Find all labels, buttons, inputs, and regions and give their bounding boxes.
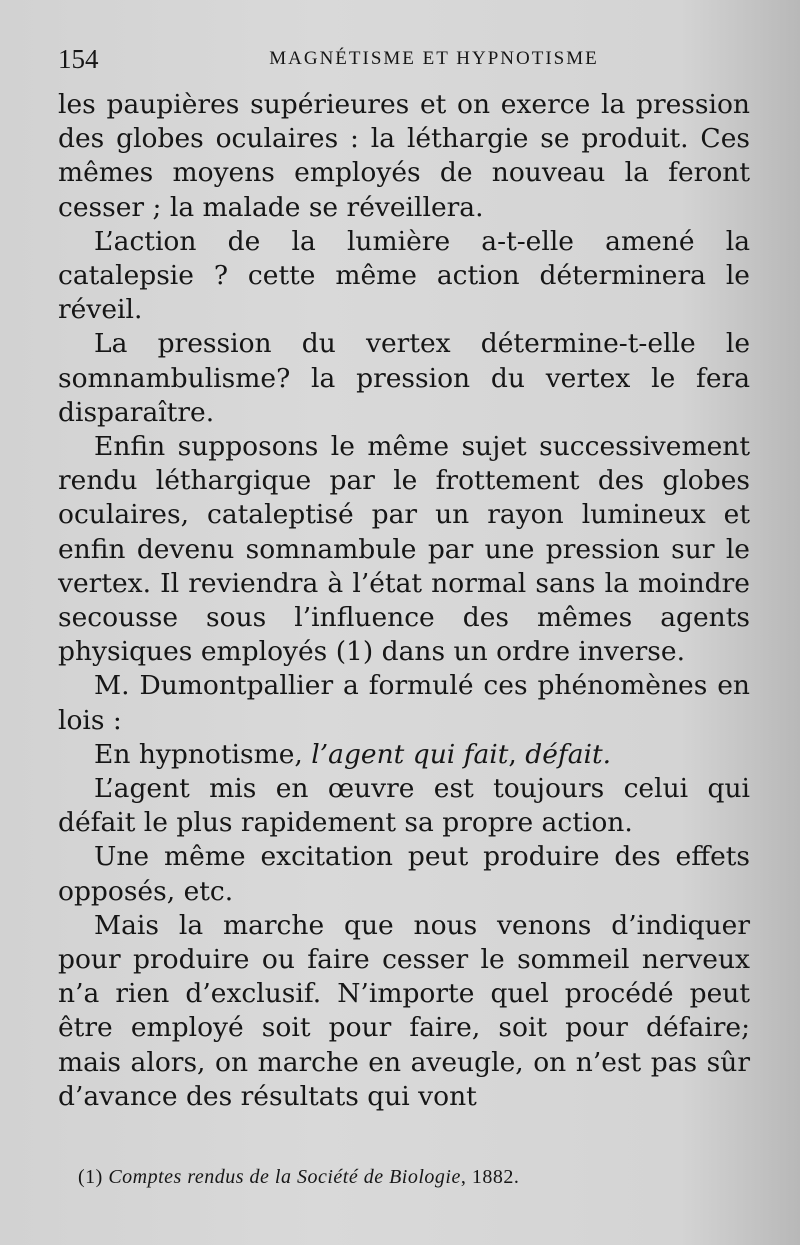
page-header [58,40,750,80]
law-italic-1: l’agent qui fait [311,738,509,770]
paragraph: les paupières supérieures et on exerce la pression des globes oculaires : la léthargie se produit. Ces mêmes moyens employés de nouveau la feront cesser ; la malade se réveillera. [58,89,750,223]
law-prefix: En hypnotisme, [94,738,312,770]
paragraph: Enfin supposons le même sujet successivement rendu léthargique par le frottement des globes oculaires, cataleptisé par un rayon lumineux et enfin devenu somnambule par une pression sur le vertex. Il reviendra à l’état normal sans la moindre secousse sous l’influence des mêmes agents physiques employés (1) dans un ordre inverse. [58,431,750,668]
running-title: MAGNÉTISME ET HYPNOTISME [269,48,599,69]
law-separator: , [508,738,526,770]
body-text [58,88,750,1114]
paragraph: M. Dumontpallier a formulé ces phénomènes en lois : [58,670,750,736]
page-number: 154 [58,44,99,74]
paragraph: Une même excitation peut produire des effets opposés, etc. [58,841,750,907]
law-statement [58,738,750,772]
footnote-tail: , 1882. [460,1166,520,1188]
paragraph: La pression du vertex détermine-t-elle le somnambulisme? la pression du vertex le fera disparaître. [58,328,750,428]
law-italic-2: défait. [525,738,612,770]
footnote-title: Comptes rendus de la Société de Biologie [108,1166,461,1188]
paragraph: Mais la marche que nous venons d’indiquer pour produire ou faire cesser le sommeil nerveux n’a rien d’exclusif. N’importe quel procédé peut être employé soit pour faire, soit pour défaire; mais alors, on marche en aveugle, on n’est pas sûr d’avance des résultats qui vont [58,909,750,1112]
footnote-marker: (1) [78,1166,109,1188]
paragraph: L’agent mis en œuvre est toujours celui qui défait le plus rapidement sa propre action. [58,773,750,839]
footnote [78,1166,738,1189]
paragraph: L’action de la lumière a-t-elle amené la catalepsie ? cette même action déterminera le réveil. [58,225,750,326]
